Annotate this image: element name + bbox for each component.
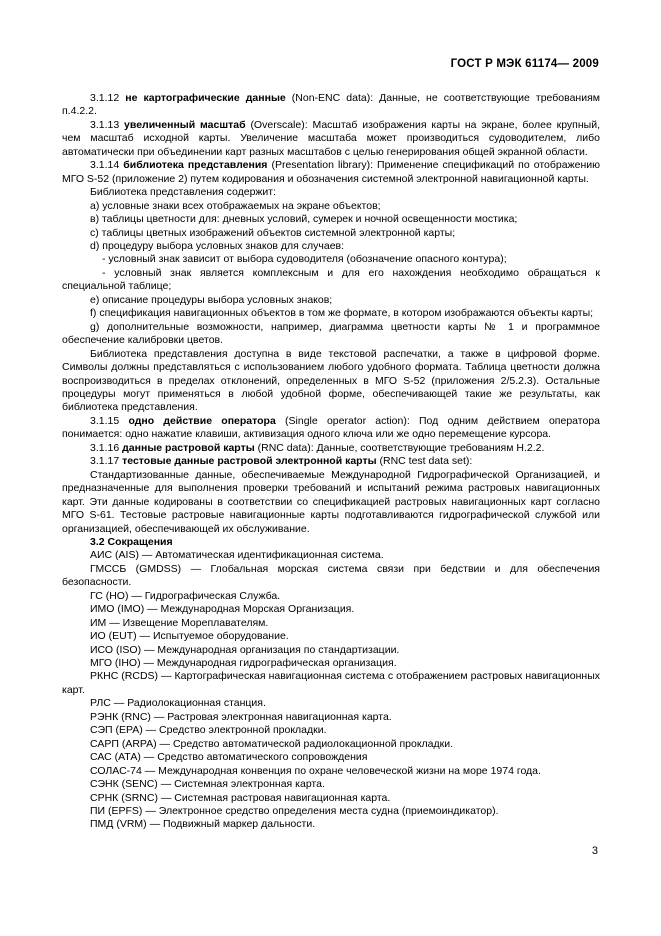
paragraph: ПМД (VRM) — Подвижный маркер дальности. — [90, 818, 316, 831]
term-text: (Overscale): Масштаб изображения карты на экране, более крупный, чем масштаб исходной карты. Увеличение масштаба может производиться судоводителем, либо автоматически при объединении карт разных масштабов с целью генерирования общей экранной области. — [62, 118, 600, 158]
section-heading-text: 3.2 Сокращения — [90, 535, 173, 548]
term-name: не картографические данные — [125, 92, 286, 104]
paragraph: f) спецификация навигационных объектов в том же формате, в котором изображаются объекты карты; — [90, 307, 594, 320]
term-number: 3.1.16 — [90, 441, 120, 454]
term-definition — [62, 92, 600, 119]
term-text: (Non-ENC data): Данные, не соответствующие требованиям п.4.2.2. — [62, 92, 600, 118]
paragraph: Библиотека представления доступна в виде текстовой распечатки, а также в цифровой форме. Символы должны представляться с использованием любого удобного формата. Таблица цветности должна воспроизводиться в пределах отклонений, определенных в МГО S-52 (приложения 2/5.2.3). Остальные процедуры могут применяться в любой удобной форме, обеспечивающей такие же результаты, как библиотека представления. — [62, 347, 600, 414]
term-name: тестовые данные растровой электронной карты — [122, 455, 377, 468]
paragraph: ИМО (IMO) — Международная Морская Организация. — [90, 603, 355, 616]
paragraph: РЭНК (RNC) — Растровая электронная навигационная карта. — [90, 710, 392, 723]
paragraph: СОЛАС-74 — Международная конвенция по охране человеческой жизни на море 1974 года. — [90, 764, 541, 777]
section-heading — [62, 536, 600, 549]
paragraph: с) таблицы цветных изображений объектов системной электронной карты; — [90, 226, 456, 239]
term-definition — [62, 119, 600, 159]
term-definition — [62, 455, 600, 468]
paragraph: ИО (EUT) — Испытуемое оборудование. — [90, 630, 289, 643]
term-number: 3.1.14 — [90, 159, 120, 172]
term-number: 3.1.17 — [90, 455, 120, 468]
term-text: (RNC test data set): — [379, 455, 473, 468]
paragraph: СЭП (EPA) — Средство электронной прокладки. — [90, 724, 327, 737]
term-name: одно действие оператора — [128, 414, 276, 427]
paragraph: МГО (IHO) — Международная гидрографическая организация. — [90, 657, 397, 670]
paragraph: РКНС (RCDS) — Картографическая навигационная система с отображением растровых навигационных карт. — [62, 670, 600, 696]
paragraph: а) условные знаки всех отображаемых на экране объектов; — [90, 199, 381, 212]
paragraph: Стандартизованные данные, обеспечиваемые Международной Гидрографической Организацией, и предназначенные для выполнения проверки требований и испытаний режима растровых навигационных карт. Эти данные кодированы в соответствии со спецификацией растровых навигационных карт согласно МГО S-61. Тестовые растровые навигационные карты подготавливаются гидрографической службой или организацией, обеспечивающей их обслуживание. — [62, 468, 600, 535]
paragraph: СРНК (SRNC) — Системная растровая навигационная карта. — [90, 791, 391, 804]
term-name: данные растровой карты — [122, 441, 255, 454]
term-definition — [62, 159, 600, 186]
paragraph: САРП (ARPA) — Средство автоматической радиолокационной прокладки. — [90, 737, 454, 750]
page-number: 3 — [591, 845, 598, 857]
term-number: 3.1.12 — [90, 92, 120, 104]
term-text: (RNC data): Данные, соответствующие требованиям Н.2.2. — [257, 441, 545, 454]
sub-list-item: - условный знак является комплексным и для его нахождения необходимо обращаться к специальной таблице; — [62, 266, 600, 293]
paragraph: ГС (НО) — Гидрографическая Служба. — [90, 589, 281, 602]
paragraph: ИМ — Извещение Мореплавателям. — [90, 616, 269, 629]
paragraph: в) таблицы цветности для: дневных условий, сумерек и ночной освещенности мостика; — [90, 213, 518, 226]
sub-list-item: - условный знак зависит от выбора судоводителя (обозначение опасного контура); — [102, 253, 507, 266]
paragraph: САС (АТА) — Средство автоматического сопровождения — [90, 751, 368, 764]
document-header: ГОСТ Р МЭК 61174— 2009 — [450, 58, 599, 70]
term-number: 3.1.13 — [90, 118, 120, 131]
term-definition — [62, 415, 600, 442]
term-number: 3.1.15 — [90, 414, 120, 427]
paragraph: е) описание процедуры выбора условных знаков; — [90, 293, 333, 306]
paragraph: ГМССБ (GMDSS) — Глобальная морская система связи при бедствии и для обеспечения безопасности. — [62, 562, 600, 589]
document-body — [62, 92, 600, 832]
paragraph: СЭНК (SENC) — Системная электронная карта. — [90, 778, 325, 791]
term-definition — [62, 442, 600, 455]
paragraph: d) процедуру выбора условных знаков для случаев: — [90, 239, 345, 252]
paragraph: g) дополнительные возможности, например, диаграмма цветности карты № 1 и программное обеспечение калибровки цветов. — [62, 320, 600, 347]
paragraph: ИСО (ISO) — Международная организация по стандартизации. — [90, 643, 400, 656]
term-name: увеличенный масштаб — [124, 118, 246, 131]
term-name: библиотека представления — [123, 159, 268, 172]
paragraph: Библиотека представления содержит: — [90, 186, 277, 199]
term-text: (Presentation library): Применение спецификаций по отображению МГО S-52 (приложение 2) путем кодирования и обозначения системной электронной навигационной карты. — [62, 159, 600, 185]
paragraph: РЛС — Радиолокационная станция. — [90, 697, 266, 710]
term-text: (Single operator action): Под одним действием оператора понимается: одно нажатие клавиши, активизация одного ключа или же одно перемещение курсора. — [62, 414, 600, 441]
paragraph: АИС (AIS) — Автоматическая идентификационная система. — [90, 549, 384, 562]
paragraph: ПИ (EPFS) — Электронное средство определения места судна (приемоиндикатор). — [90, 805, 499, 818]
